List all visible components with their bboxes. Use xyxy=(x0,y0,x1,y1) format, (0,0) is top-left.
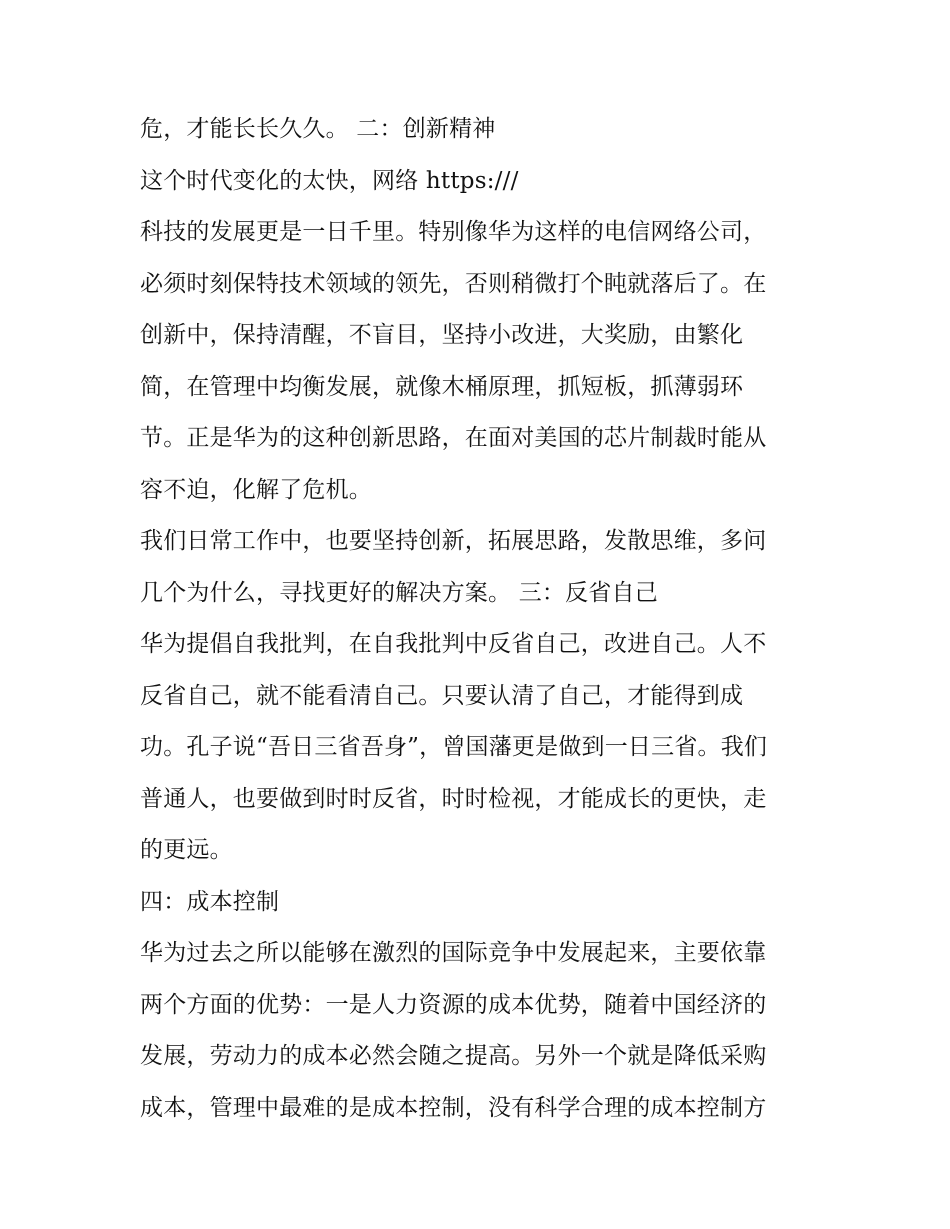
text-line: 必须时刻保特技术领域的领先，否则稍微打个盹就落后了。在 xyxy=(140,270,767,297)
text-line: 华为过去之所以能够在激烈的国际竞争中发展起来，主要依靠 xyxy=(140,940,767,966)
text-line: 这个时代变化的太快，网络 https:/// xyxy=(140,167,519,194)
text-line: 发展，劳动力的成本必然会随之提高。另外一个就是降低采购 xyxy=(140,1043,767,1069)
text-line: 创新中，保持清醒，不盲目，坚持小改进，大奖励，由繁化 xyxy=(140,322,744,348)
text-line: 我们日常工作中，也要坚持创新，拓展思路，发散思维，多问 xyxy=(140,528,767,554)
text-line: 科技的发展更是一日千里。特别像华为这样的电信网络公司， xyxy=(140,219,767,245)
text-line: 危，才能长长久久。 二：创新精神 xyxy=(140,116,496,142)
text-line: 简，在管理中均衡发展，就像木桶原理，抓短板，抓薄弱环 xyxy=(140,373,744,400)
text-line: 普通人，也要做到时时反省，时时检视，才能成长的更快，走 xyxy=(140,785,767,812)
text-line: 两个方面的优势：一是人力资源的成本优势，随着中国经济的 xyxy=(140,991,767,1018)
text-line: 的更远。 xyxy=(140,837,233,863)
document-body xyxy=(140,108,812,1138)
text-line: 容不迫，化解了危机。 xyxy=(140,476,372,503)
text-line: 几个为什么，寻找更好的解决方案。 三：反省自己 xyxy=(140,579,658,606)
text-line: 四：成本控制 xyxy=(140,888,280,915)
text-line: 反省自己，就不能看清自己。只要认清了自己，才能得到成 xyxy=(140,682,744,709)
text-line: 功。孔子说“吾日三省吾身”，曾国藩更是做到一日三省。我们 xyxy=(140,734,768,760)
text-line: 华为提倡自我批判，在自我批判中反省自己，改进自己。人不 xyxy=(140,631,767,657)
text-line: 节。正是华为的这种创新思路，在面对美国的芯片制裁时能从 xyxy=(140,425,767,451)
text-line: 成本，管理中最难的是成本控制，没有科学合理的成本控制方 xyxy=(140,1094,767,1121)
